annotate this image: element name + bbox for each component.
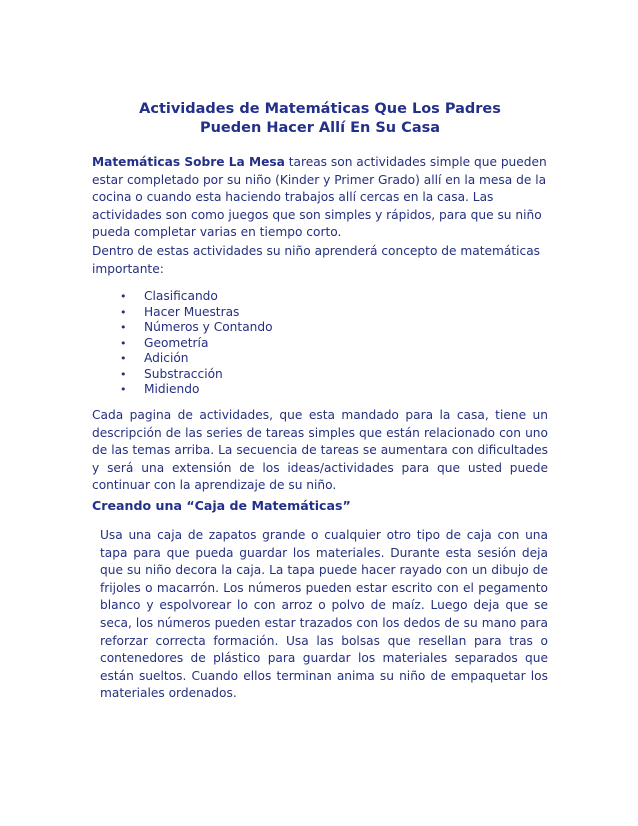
description-paragraph: Cada pagina de actividades, que esta mandado para la casa, tiene un descripción de las series de tareas simples que están relacionado con uno de las temas arriba. La secuencia de tareas se aumentara con dificultades y será una extensión de los ideas/actividades para que usted puede continuar con la aprendizaje de su niño. (92, 408, 548, 493)
bullet-icon: • (120, 383, 127, 396)
concepts-intro-paragraph: Dentro de estas actividades su niño aprenderá concepto de matemáticas importante: (92, 244, 541, 276)
list-item: • Hacer Muestras (120, 304, 240, 319)
bullet-icon: • (120, 321, 127, 334)
intro-text: tareas son actividades simple que pueden estar completado por su niño (Kinder y Primer Grado) allí en la mesa de la cocina o cuando esta haciendo trabajos allí cercas en la casa. Las actividades son como juegos que son simples y rápidos, para que su niño pueda completar varias en tiempo corto. (92, 155, 547, 240)
title-line-1: Actividades de Matemáticas Que Los Padres (139, 101, 501, 117)
intro-lead: Matemáticas Sobre La Mesa (92, 155, 285, 169)
title-line-2: Pueden Hacer Allí En Su Casa (199, 120, 441, 136)
list-item: • Números y Contando (120, 320, 273, 334)
bullet-icon: • (120, 336, 127, 350)
list-item: • Geometría (120, 335, 209, 350)
bullet-icon: • (120, 352, 127, 365)
list-item: • Substracción (120, 366, 223, 381)
bullet-icon: • (120, 290, 127, 303)
section-heading: Creando una “Caja de Matemáticas” (92, 498, 351, 513)
bullet-icon: • (120, 367, 127, 381)
list-item: • Midiendo (120, 382, 200, 396)
list-item: • Clasificando (120, 289, 218, 303)
intro-paragraph (92, 154, 548, 242)
box-instructions-paragraph: Usa una caja de zapatos grande o cualquier otro tipo de caja con una tapa para que pueda guardar los materiales. Durante esta sesión deja que su niño decora la caja. La tapa puede hacer rayado con un dibujo de frijoles o macarrón. Los números pueden estar escrito con el pegamento blanco y espolvorear lo con arroz o polvo de maíz. Luego deja que se seca, los números pueden estar trazados con los dedos de su mano para reforzar correcta formación. Usa las bolsas que resellan para tras o contenedores de plástico para guardar los materiales separados que están sueltos. Cuando ellos terminan anima su niño de empaquetar los materiales ordenados. (100, 528, 548, 701)
list-item: • Adición (120, 351, 189, 365)
concepts-list (92, 289, 548, 398)
bullet-icon: • (120, 305, 127, 319)
document-title (92, 100, 548, 138)
